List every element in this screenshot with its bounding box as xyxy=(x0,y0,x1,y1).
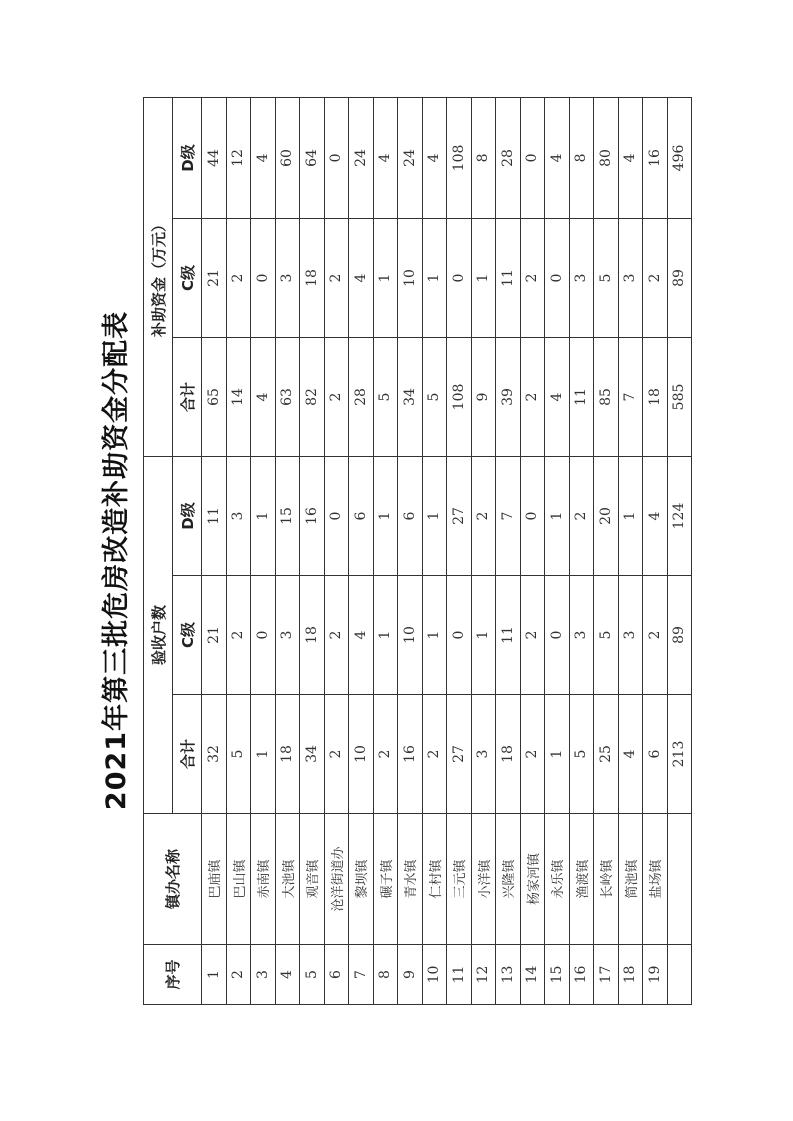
cell-no: 18 xyxy=(618,945,643,1005)
cell-town: 赤南镇 xyxy=(251,814,276,945)
cell-no: 5 xyxy=(300,945,325,1005)
cell-f-d: 4 xyxy=(251,97,276,218)
cell-h-c: 21 xyxy=(202,576,227,695)
table-row xyxy=(618,97,643,1004)
cell-h-d: 27 xyxy=(447,456,472,575)
cell-no: 19 xyxy=(643,945,668,1005)
cell-h-c: 0 xyxy=(251,576,276,695)
cell-h-total: 2 xyxy=(373,695,398,814)
table-row xyxy=(300,97,325,1004)
total-h-c: 89 xyxy=(667,576,692,695)
cell-f-total: 39 xyxy=(496,337,521,456)
cell-town: 巴山镇 xyxy=(226,814,251,945)
total-no-cell xyxy=(667,945,692,1005)
cell-f-c: 4 xyxy=(349,218,374,337)
cell-f-c: 1 xyxy=(422,218,447,337)
cell-h-d: 16 xyxy=(300,456,325,575)
table-row xyxy=(349,97,374,1004)
cell-h-total: 5 xyxy=(226,695,251,814)
cell-h-total: 2 xyxy=(422,695,447,814)
cell-h-d: 4 xyxy=(643,456,668,575)
cell-f-c: 3 xyxy=(275,218,300,337)
cell-town: 黎坝镇 xyxy=(349,814,374,945)
cell-f-d: 8 xyxy=(471,97,496,218)
cell-f-total: 5 xyxy=(373,337,398,456)
cell-f-d: 4 xyxy=(545,97,570,218)
table-row xyxy=(422,97,447,1004)
cell-f-d: 44 xyxy=(202,97,227,218)
cell-f-d: 12 xyxy=(226,97,251,218)
table-row xyxy=(447,97,472,1004)
cell-f-c: 2 xyxy=(324,218,349,337)
cell-f-d: 108 xyxy=(447,97,472,218)
cell-f-c: 18 xyxy=(300,218,325,337)
cell-no: 11 xyxy=(447,945,472,1005)
cell-f-d: 24 xyxy=(349,97,374,218)
cell-h-total: 6 xyxy=(643,695,668,814)
cell-town: 大池镇 xyxy=(275,814,300,945)
cell-f-total: 9 xyxy=(471,337,496,456)
cell-f-c: 0 xyxy=(545,218,570,337)
cell-f-total: 34 xyxy=(398,337,423,456)
cell-h-c: 2 xyxy=(520,576,545,695)
cell-h-d: 1 xyxy=(545,456,570,575)
cell-f-total: 28 xyxy=(349,337,374,456)
total-f-d: 496 xyxy=(667,97,692,218)
cell-town: 盐场镇 xyxy=(643,814,668,945)
table-row xyxy=(251,97,276,1004)
cell-no: 16 xyxy=(569,945,594,1005)
total-f-c: 89 xyxy=(667,218,692,337)
cell-f-d: 4 xyxy=(618,97,643,218)
header-funds-d: D级 xyxy=(173,97,202,218)
cell-f-total: 18 xyxy=(643,337,668,456)
cell-h-c: 3 xyxy=(275,576,300,695)
cell-f-c: 5 xyxy=(594,218,619,337)
cell-h-d: 11 xyxy=(202,456,227,575)
cell-h-d: 15 xyxy=(275,456,300,575)
cell-f-c: 0 xyxy=(447,218,472,337)
cell-h-c: 1 xyxy=(422,576,447,695)
cell-town: 三元镇 xyxy=(447,814,472,945)
cell-h-total: 4 xyxy=(618,695,643,814)
cell-f-total: 2 xyxy=(324,337,349,456)
cell-f-c: 21 xyxy=(202,218,227,337)
table-body xyxy=(202,97,692,1004)
header-funds-total: 合计 xyxy=(173,337,202,456)
table-row xyxy=(569,97,594,1004)
table-row xyxy=(471,97,496,1004)
cell-h-total: 3 xyxy=(471,695,496,814)
cell-f-total: 4 xyxy=(251,337,276,456)
cell-h-d: 1 xyxy=(373,456,398,575)
cell-f-c: 11 xyxy=(496,218,521,337)
cell-h-total: 1 xyxy=(545,695,570,814)
table-row xyxy=(545,97,570,1004)
cell-town: 渔渡镇 xyxy=(569,814,594,945)
cell-f-d: 0 xyxy=(520,97,545,218)
cell-no: 7 xyxy=(349,945,374,1005)
total-label-cell xyxy=(667,814,692,945)
cell-no: 13 xyxy=(496,945,521,1005)
cell-h-d: 0 xyxy=(324,456,349,575)
cell-h-c: 10 xyxy=(398,576,423,695)
table-row xyxy=(398,97,423,1004)
cell-no: 1 xyxy=(202,945,227,1005)
cell-h-d: 1 xyxy=(422,456,447,575)
cell-h-c: 4 xyxy=(349,576,374,695)
cell-h-total: 16 xyxy=(398,695,423,814)
cell-town: 长岭镇 xyxy=(594,814,619,945)
cell-h-total: 18 xyxy=(496,695,521,814)
cell-h-d: 20 xyxy=(594,456,619,575)
table-row xyxy=(324,97,349,1004)
total-f-total: 585 xyxy=(667,337,692,456)
table-row xyxy=(520,97,545,1004)
cell-h-c: 0 xyxy=(545,576,570,695)
cell-f-total: 65 xyxy=(202,337,227,456)
cell-h-d: 1 xyxy=(618,456,643,575)
cell-f-total: 7 xyxy=(618,337,643,456)
cell-no: 3 xyxy=(251,945,276,1005)
cell-f-c: 3 xyxy=(618,218,643,337)
cell-f-d: 24 xyxy=(398,97,423,218)
cell-f-c: 2 xyxy=(643,218,668,337)
cell-no: 10 xyxy=(422,945,447,1005)
header-households-total: 合计 xyxy=(173,695,202,814)
cell-f-total: 11 xyxy=(569,337,594,456)
cell-f-total: 14 xyxy=(226,337,251,456)
cell-h-c: 0 xyxy=(447,576,472,695)
cell-f-c: 10 xyxy=(398,218,423,337)
cell-f-d: 4 xyxy=(422,97,447,218)
cell-h-d: 0 xyxy=(520,456,545,575)
cell-h-c: 3 xyxy=(569,576,594,695)
cell-f-d: 60 xyxy=(275,97,300,218)
cell-town: 兴隆镇 xyxy=(496,814,521,945)
cell-f-d: 80 xyxy=(594,97,619,218)
cell-h-d: 3 xyxy=(226,456,251,575)
cell-f-total: 85 xyxy=(594,337,619,456)
cell-h-total: 5 xyxy=(569,695,594,814)
cell-town: 小洋镇 xyxy=(471,814,496,945)
cell-h-d: 1 xyxy=(251,456,276,575)
cell-h-c: 1 xyxy=(471,576,496,695)
cell-h-total: 32 xyxy=(202,695,227,814)
cell-h-total: 2 xyxy=(324,695,349,814)
cell-h-c: 5 xyxy=(594,576,619,695)
total-h-d: 124 xyxy=(667,456,692,575)
header-households-d: D级 xyxy=(173,456,202,575)
cell-h-c: 1 xyxy=(373,576,398,695)
cell-f-total: 82 xyxy=(300,337,325,456)
cell-no: 15 xyxy=(545,945,570,1005)
cell-h-total: 27 xyxy=(447,695,472,814)
cell-h-d: 2 xyxy=(471,456,496,575)
cell-no: 9 xyxy=(398,945,423,1005)
cell-f-d: 28 xyxy=(496,97,521,218)
cell-town: 简池镇 xyxy=(618,814,643,945)
cell-f-total: 2 xyxy=(520,337,545,456)
cell-no: 8 xyxy=(373,945,398,1005)
cell-f-total: 108 xyxy=(447,337,472,456)
totals-row xyxy=(667,97,692,1004)
header-households-group: 验收户数 xyxy=(144,456,173,813)
header-households-c: C级 xyxy=(173,576,202,695)
total-h-total: 213 xyxy=(667,695,692,814)
cell-h-total: 18 xyxy=(275,695,300,814)
cell-f-c: 2 xyxy=(520,218,545,337)
cell-h-c: 11 xyxy=(496,576,521,695)
cell-f-total: 63 xyxy=(275,337,300,456)
cell-town: 仁村镇 xyxy=(422,814,447,945)
table-row xyxy=(226,97,251,1004)
cell-f-d: 64 xyxy=(300,97,325,218)
cell-no: 6 xyxy=(324,945,349,1005)
header-town: 镇办名称 xyxy=(144,814,202,945)
header-no: 序号 xyxy=(144,945,202,1005)
document-title: 2021年第三批危房改造补助资金分配表 xyxy=(101,310,132,811)
cell-h-c: 2 xyxy=(643,576,668,695)
table-row xyxy=(275,97,300,1004)
header-funds-group: 补助资金（万元） xyxy=(144,97,173,456)
cell-f-c: 3 xyxy=(569,218,594,337)
cell-no: 2 xyxy=(226,945,251,1005)
cell-h-c: 3 xyxy=(618,576,643,695)
cell-no: 14 xyxy=(520,945,545,1005)
table-row xyxy=(373,97,398,1004)
table-row xyxy=(643,97,668,1004)
cell-h-total: 2 xyxy=(520,695,545,814)
cell-f-d: 16 xyxy=(643,97,668,218)
cell-h-d: 7 xyxy=(496,456,521,575)
cell-h-c: 2 xyxy=(324,576,349,695)
cell-f-d: 8 xyxy=(569,97,594,218)
cell-town: 观音镇 xyxy=(300,814,325,945)
cell-no: 4 xyxy=(275,945,300,1005)
cell-no: 12 xyxy=(471,945,496,1005)
cell-h-total: 25 xyxy=(594,695,619,814)
cell-town: 沧洋街道办 xyxy=(324,814,349,945)
header-funds-c: C级 xyxy=(173,218,202,337)
cell-h-total: 1 xyxy=(251,695,276,814)
cell-h-d: 6 xyxy=(349,456,374,575)
cell-town: 巴庙镇 xyxy=(202,814,227,945)
cell-h-c: 2 xyxy=(226,576,251,695)
table-row xyxy=(496,97,521,1004)
cell-f-c: 1 xyxy=(373,218,398,337)
cell-f-total: 4 xyxy=(545,337,570,456)
cell-h-total: 34 xyxy=(300,695,325,814)
table-row xyxy=(202,97,227,1004)
cell-f-c: 1 xyxy=(471,218,496,337)
cell-no: 17 xyxy=(594,945,619,1005)
cell-f-d: 0 xyxy=(324,97,349,218)
cell-town: 青水镇 xyxy=(398,814,423,945)
cell-f-d: 4 xyxy=(373,97,398,218)
cell-f-c: 2 xyxy=(226,218,251,337)
cell-f-total: 5 xyxy=(422,337,447,456)
cell-town: 碾子镇 xyxy=(373,814,398,945)
cell-f-c: 0 xyxy=(251,218,276,337)
cell-town: 永乐镇 xyxy=(545,814,570,945)
cell-h-d: 6 xyxy=(398,456,423,575)
cell-h-d: 2 xyxy=(569,456,594,575)
cell-h-total: 10 xyxy=(349,695,374,814)
cell-h-c: 18 xyxy=(300,576,325,695)
cell-town: 杨家河镇 xyxy=(520,814,545,945)
allocation-table xyxy=(143,97,692,1005)
table-row xyxy=(594,97,619,1004)
